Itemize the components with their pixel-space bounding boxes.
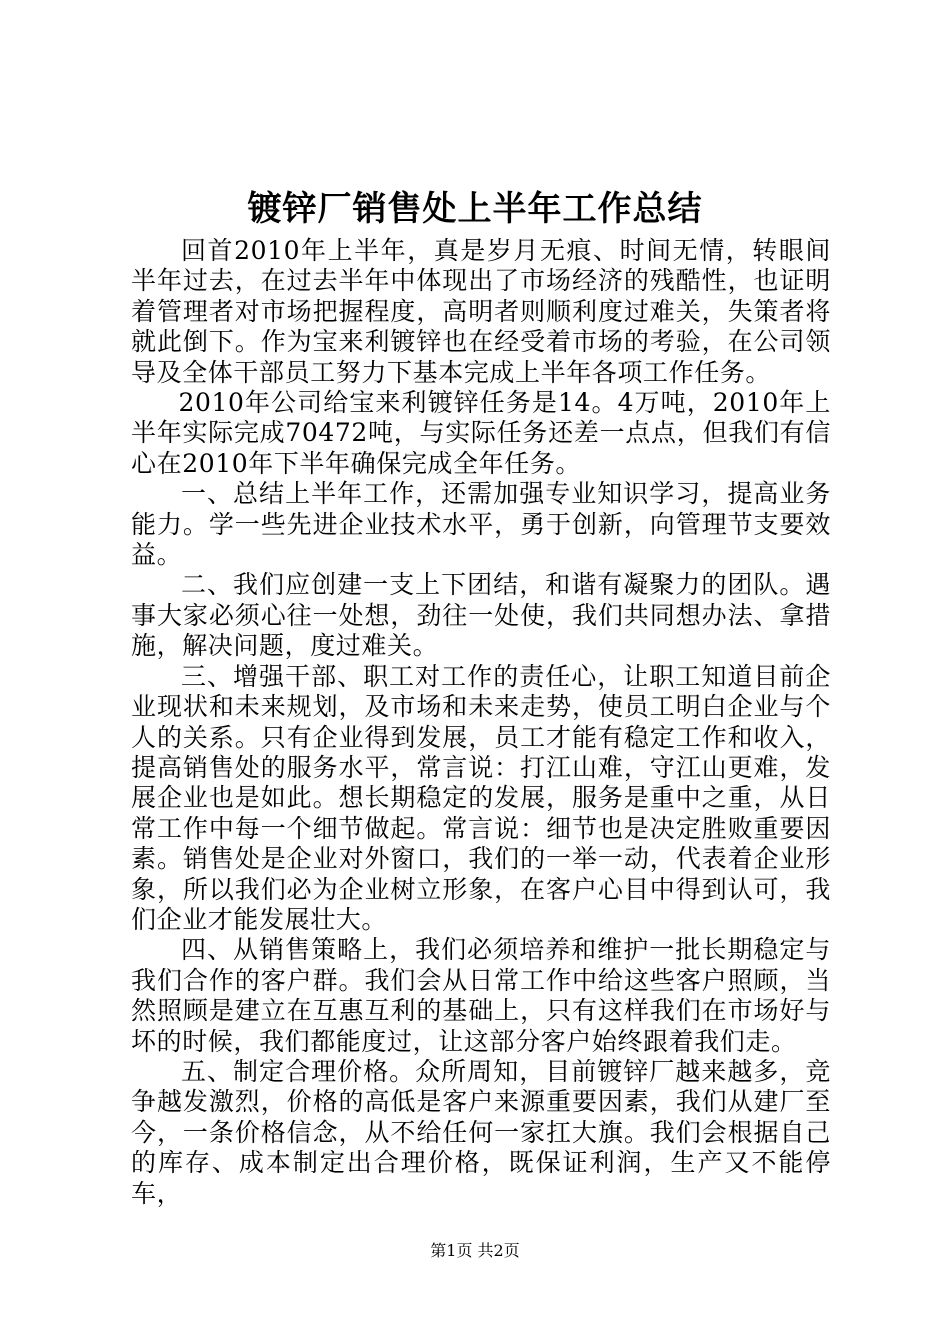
paragraph-point-3: 三、增强干部、职工对工作的责任心，让职工知道目前企业现状和未来规划，及市场和未来走势，使员工明白企业与个人的关系。只有企业得到发展，员工才能有稳定工作和收入，提高销售处的服务水平，常言说：打江山难，守江山更难，发展企业也是如此。想长期稳定的发展，服务是重中之重，从日常工作中每一个细节做起。常言说：细节也是决定胜败重要因素。销售处是企业对外窗口，我们的一举一动，代表着企业形象，所以我们必为企业树立形象，在客户心目中得到认可，我们企业才能发展壮大。 <box>131 661 831 934</box>
page-number-footer: 第1页 共2页 <box>430 1241 520 1260</box>
paragraph-point-4: 四、从销售策略上，我们必须培养和维护一批长期稳定与我们合作的客户群。我们会从日常工作中给这些客户照顾，当然照顾是建立在互惠互利的基础上，只有这样我们在市场好与坏的时候，我们都能度过，让这部分客户始终跟着我们走。 <box>131 935 831 1056</box>
paragraph-point-1: 一、总结上半年工作，还需加强专业知识学习，提高业务能力。学一些先进企业技术水平，勇于创新，向管理节支要效益。 <box>131 479 831 570</box>
paragraph-intro: 回首2010年上半年，真是岁月无痕、时间无情，转眼间半年过去，在过去半年中体现出了市场经济的残酷性，也证明着管理者对市场把握程度，高明者则顺利度过难关，失策者将就此倒下。作为宝来利镀锌也在经受着市场的考验，在公司领导及全体干部员工努力下基本完成上半年各项工作任务。 <box>131 236 831 387</box>
paragraph-task: 2010年公司给宝来利镀锌任务是14。4万吨，2010年上半年实际完成70472吨，与实际任务还差一点点，但我们有信心在2010年下半年确保完成全年任务。 <box>131 388 831 478</box>
document-body <box>131 236 831 1209</box>
paragraph-point-2: 二、我们应创建一支上下团结，和谐有凝聚力的团队。遇事大家必须心往一处想，劲往一处使，我们共同想办法、拿措施，解决问题，度过难关。 <box>131 570 831 661</box>
paragraph-point-5: 五、制定合理价格。众所周知，目前镀锌厂越来越多，竞争越发激烈，价格的高低是客户来源重要因素，我们从建厂至今，一条价格信念，从不给任何一家扛大旗。我们会根据自己的库存、成本制定出合理价格，既保证利润，生产又不能停车， <box>131 1056 831 1208</box>
document-title: 镀锌厂销售处上半年工作总结 <box>247 189 703 229</box>
